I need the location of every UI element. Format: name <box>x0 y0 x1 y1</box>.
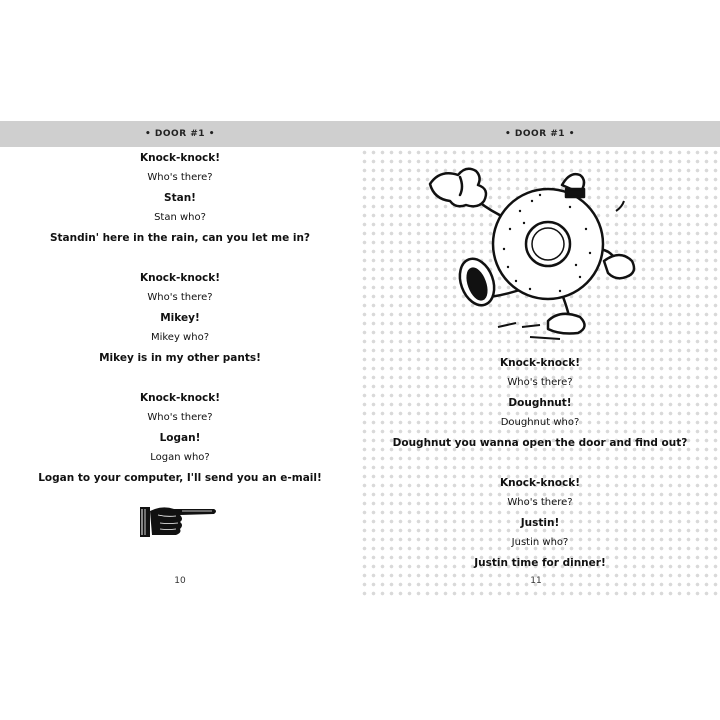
joke-who-there: Who's there? <box>147 412 213 423</box>
joke-name: Justin! <box>520 517 560 529</box>
joke-who-there: Who's there? <box>147 172 213 183</box>
joke-knock: Knock-knock! <box>139 272 221 284</box>
joke-name-who: Mikey who? <box>150 332 210 343</box>
joke-name-who: Doughnut who? <box>500 417 580 428</box>
joke-punchline: Justin time for dinner! <box>474 557 606 569</box>
joke-name: Logan! <box>159 432 201 444</box>
joke-name-who: Stan who? <box>154 212 206 223</box>
joke-name-who: Justin who? <box>511 537 569 548</box>
joke-knock: Knock-knock! <box>499 357 581 369</box>
left-page <box>0 121 360 600</box>
right-page <box>360 121 720 600</box>
joke-punchline: Standin' here in the rain, can you let me in? <box>49 232 311 244</box>
joke-knock: Knock-knock! <box>139 152 221 164</box>
book-spread <box>0 121 720 600</box>
left-page-number: 10 <box>174 576 186 586</box>
right-page-number: 11 <box>530 576 542 586</box>
doughnut-character-icon <box>420 149 650 349</box>
right-page-header-text: • DOOR #1 • <box>505 129 575 139</box>
joke-name: Stan! <box>164 192 196 204</box>
right-page-header <box>360 121 720 147</box>
joke-who-there: Who's there? <box>507 377 573 388</box>
joke-name: Mikey! <box>160 312 200 324</box>
joke-knock: Knock-knock! <box>139 392 221 404</box>
joke-name-who: Logan who? <box>150 452 210 463</box>
joke-name: Doughnut! <box>508 397 572 409</box>
left-page-header-text: • DOOR #1 • <box>145 129 215 139</box>
joke-who-there: Who's there? <box>507 497 573 508</box>
joke-who-there: Who's there? <box>147 292 213 303</box>
joke-punchline: Logan to your computer, I'll send you an e-mail! <box>38 472 322 484</box>
pointing-hand-icon <box>138 499 220 545</box>
left-page-header <box>0 121 360 147</box>
joke-punchline: Doughnut you wanna open the door and find out? <box>392 437 688 449</box>
joke-punchline: Mikey is in my other pants! <box>99 352 261 364</box>
joke-knock: Knock-knock! <box>499 477 581 489</box>
